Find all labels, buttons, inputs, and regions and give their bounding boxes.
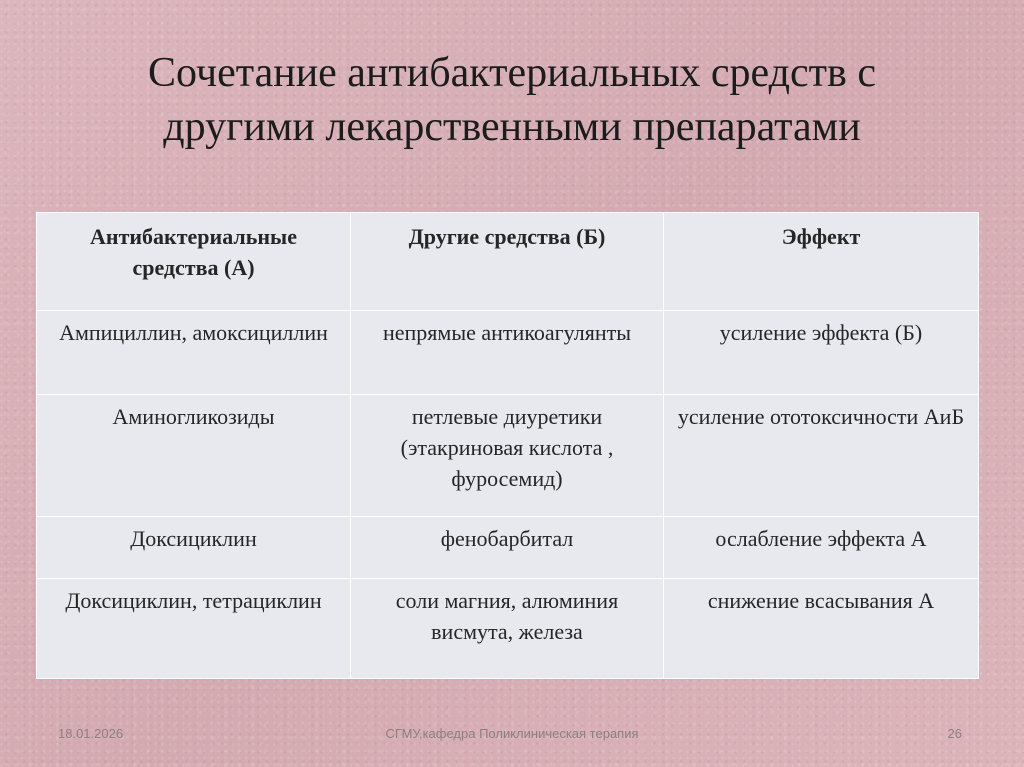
slide-title — [40, 46, 984, 154]
footer-page-number: 26 — [947, 726, 962, 741]
cell-antibacterial: Доксициклин — [37, 517, 351, 579]
combination-table-container — [36, 212, 978, 678]
cell-antibacterial: Доксициклин, тетрациклин — [37, 579, 351, 679]
cell-antibacterial: Аминогликозиды — [37, 395, 351, 517]
cell-other-agent: непрямые антикоагулянты — [351, 311, 664, 395]
cell-effect: усиление ототоксичности АиБ — [664, 395, 979, 517]
footer-organization: СГМУ,кафедра Поликлиническая терапия — [385, 726, 639, 741]
table-row — [37, 517, 979, 579]
table-row — [37, 579, 979, 679]
table-row — [37, 395, 979, 517]
footer-date: 18.01.2026 — [58, 726, 124, 741]
slide-title-line2: другими лекарственными препаратами — [163, 104, 861, 150]
header-other-agents: Другие средства (Б) — [351, 213, 664, 311]
cell-effect: усиление эффекта (Б) — [664, 311, 979, 395]
table-header-row — [37, 213, 979, 311]
header-effect: Эффект — [664, 213, 979, 311]
cell-effect: снижение всасывания А — [664, 579, 979, 679]
cell-antibacterial: Ампициллин, амоксициллин — [37, 311, 351, 395]
table-row — [37, 311, 979, 395]
cell-other-agent: петлевые диуретики (этакриновая кислота , фуросемид) — [351, 395, 664, 517]
cell-other-agent: соли магния, алюминия висмута, железа — [351, 579, 664, 679]
cell-other-agent: фенобарбитал — [351, 517, 664, 579]
cell-effect: ослабление эффекта А — [664, 517, 979, 579]
combination-table — [36, 212, 979, 679]
slide-title-line1: Сочетание антибактериальных средств с — [148, 50, 876, 96]
header-antibacterial: Антибактериальные средства (А) — [37, 213, 351, 311]
